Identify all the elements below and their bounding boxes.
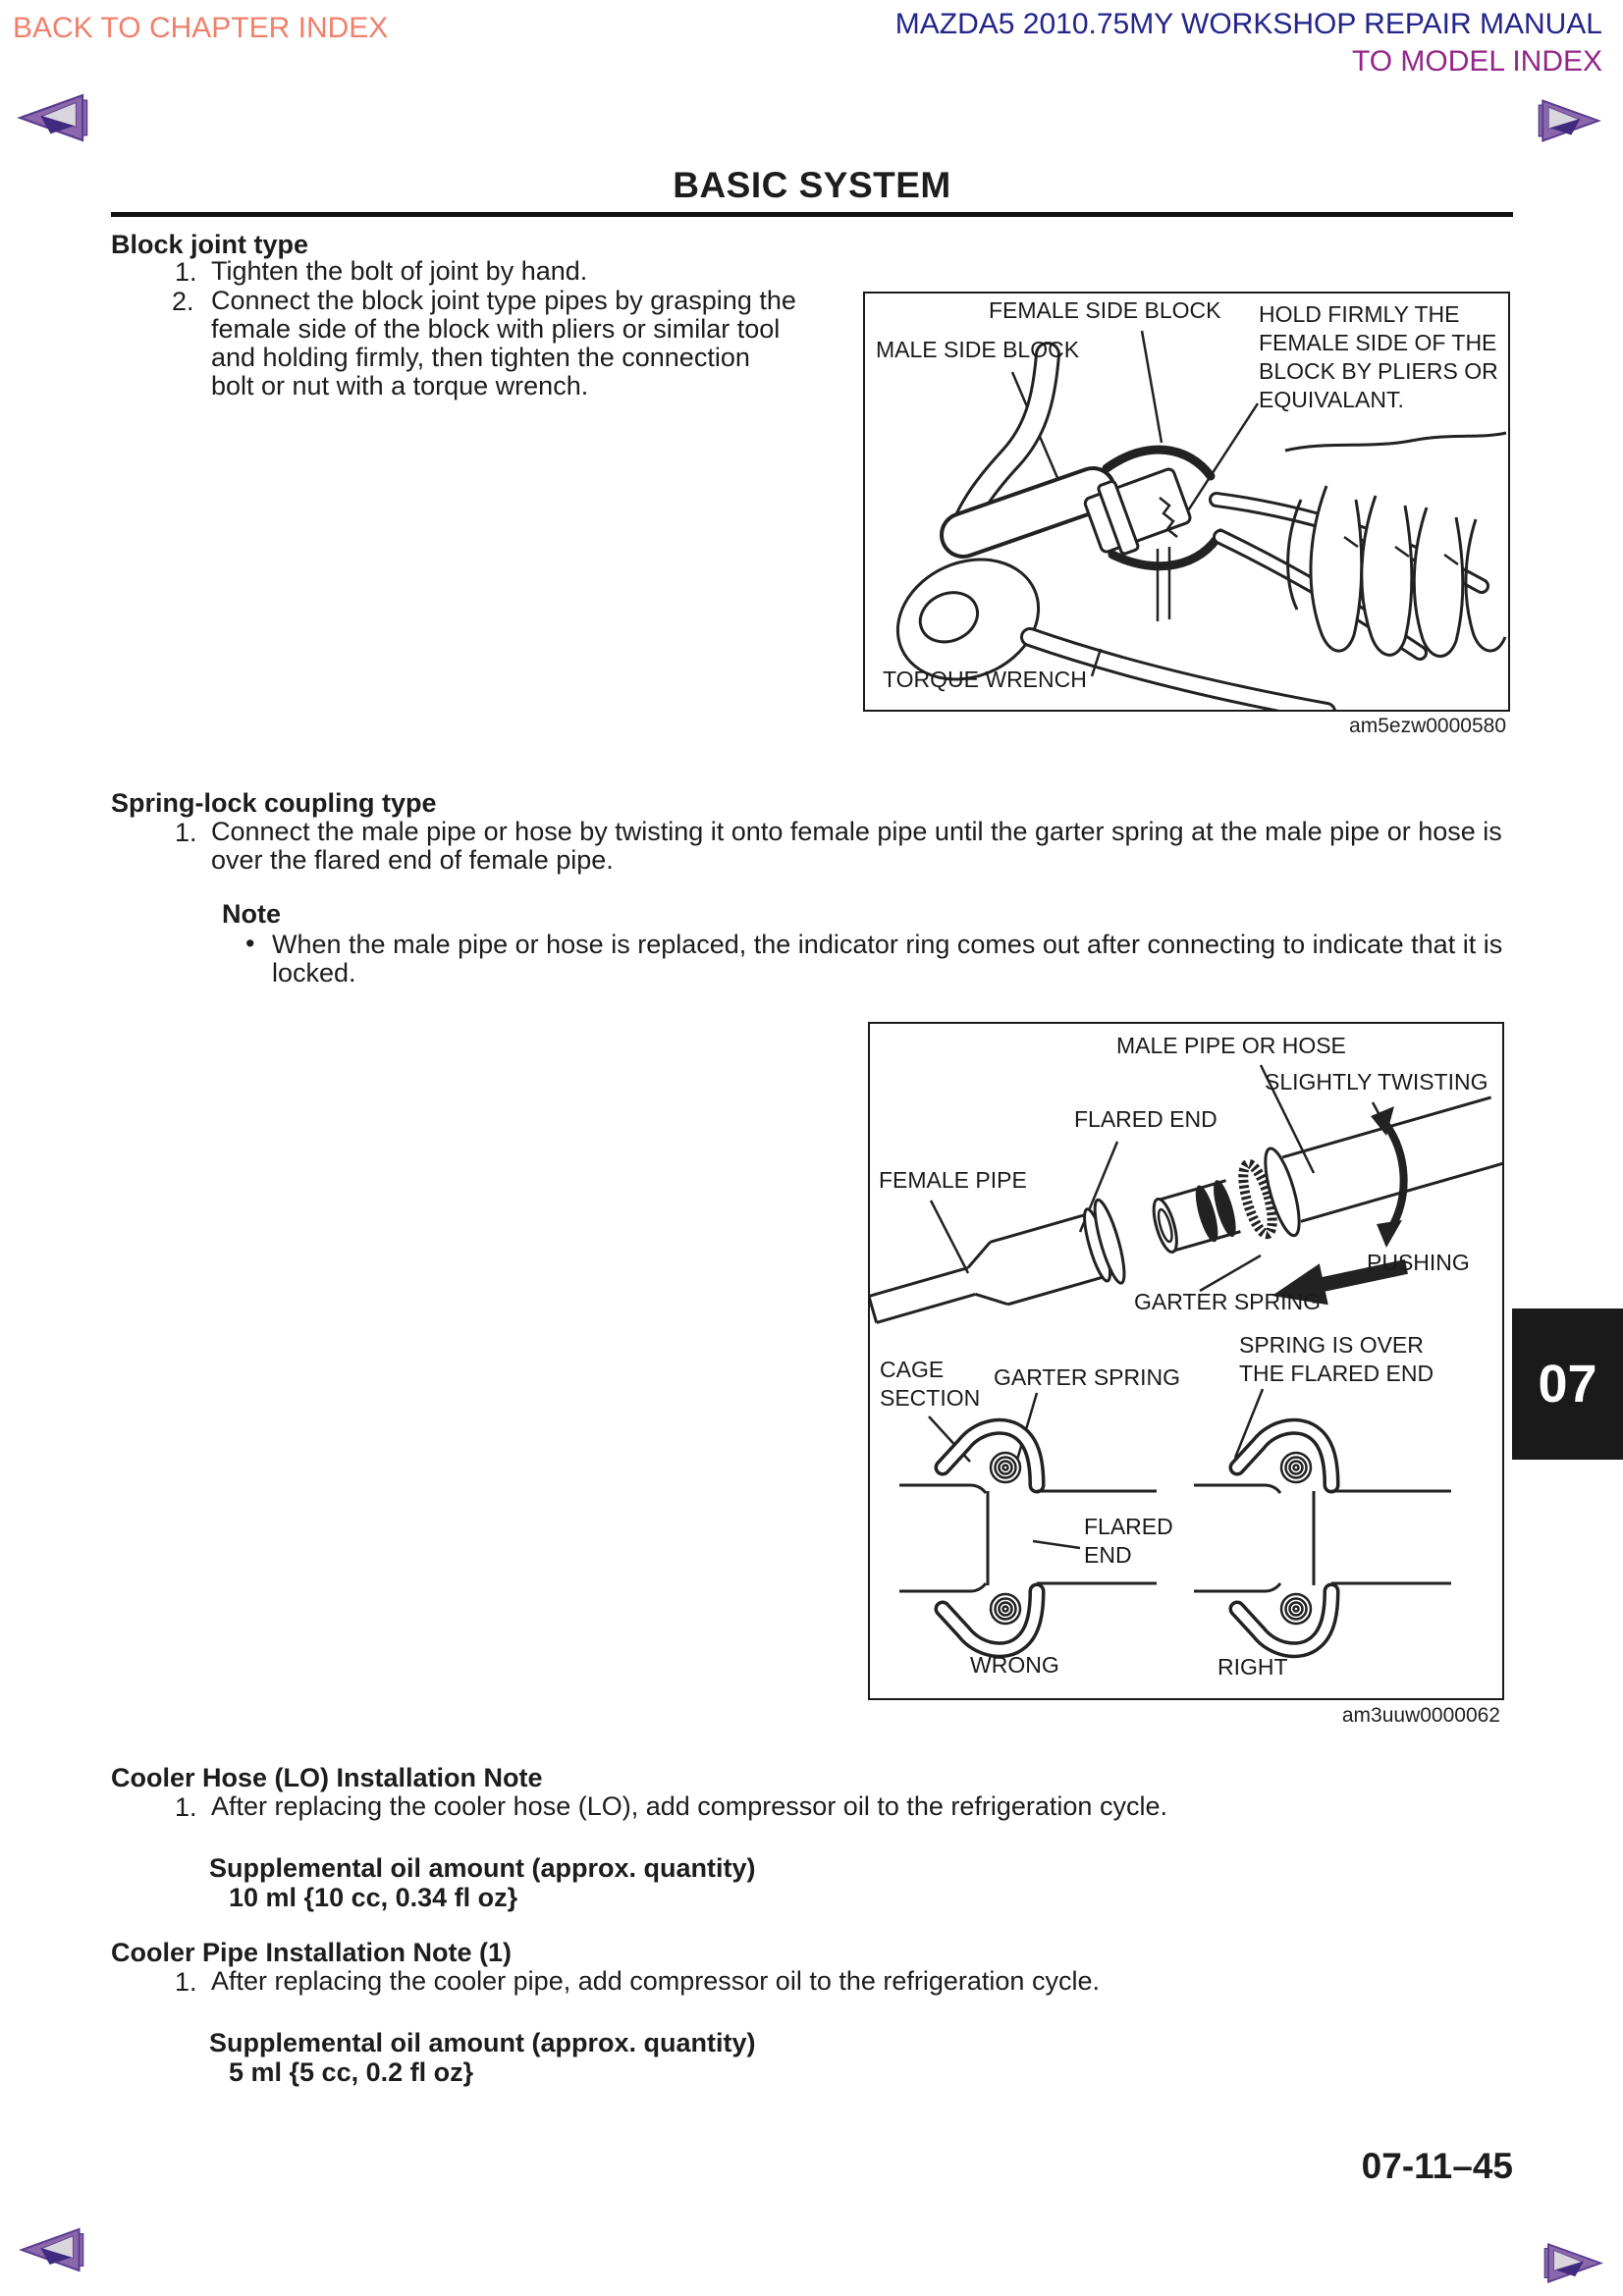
manual-title: MAZDA5 2010.75MY WORKSHOP REPAIR MANUAL (894, 8, 1602, 40)
step-text: Connect the male pipe or hose by twisting it onto female pipe until the garter spring at the male pipe or hose is over the flared end of female pipe. (211, 817, 1502, 875)
label-torque-wrench: TORQUE WRENCH (883, 667, 1087, 692)
label-garter-spring-bottom: GARTER SPRING (994, 1364, 1180, 1390)
label-spring-is-over: SPRING IS OVER THE FLARED END (1239, 1332, 1434, 1386)
nav-arrow-back-icon[interactable] (16, 90, 88, 145)
nav-arrow-prev-page-icon[interactable] (18, 2224, 84, 2275)
spec-value: 10 ml {10 cc, 0.34 fl oz} (229, 1883, 518, 1912)
step-text: After replacing the cooler pipe, add compressor oil to the refrigeration cycle. (211, 1966, 1100, 1996)
section-heading-spring-lock: Spring-lock coupling type (111, 788, 437, 818)
title-divider (111, 212, 1513, 217)
back-to-chapter-index-link[interactable]: BACK TO CHAPTER INDEX (13, 12, 389, 44)
label-cage-section: CAGE SECTION (880, 1357, 981, 1411)
step-number: 1. (175, 1792, 197, 1822)
section-heading-cooler-pipe: Cooler Pipe Installation Note (1) (111, 1938, 513, 1967)
step-text: After replacing the cooler hose (LO), add compressor oil to the refrigeration cycle. (211, 1791, 1167, 1821)
step-number: 1. (175, 1967, 197, 1997)
section-heading-block-joint: Block joint type (111, 230, 309, 259)
label-right: RIGHT (1217, 1654, 1288, 1680)
note-bullet-marker (245, 929, 254, 959)
section-heading-cooler-hose: Cooler Hose (LO) Installation Note (111, 1763, 543, 1792)
figure2-caption: am3uuw0000062 (1341, 1704, 1500, 1727)
page-title: BASIC SYSTEM (673, 165, 951, 205)
label-pushing: PUSHING (1367, 1250, 1470, 1275)
note-text: When the male pipe or hose is replaced, the indicator ring comes out after connecting to indicate that it is locked. (272, 930, 1503, 988)
chapter-tab: 07 (1512, 1308, 1623, 1460)
label-garter-spring-top: GARTER SPRING (1134, 1289, 1321, 1314)
label-slightly-twisting: SLIGHTLY TWISTING (1265, 1069, 1488, 1095)
label-female-side-block: FEMALE SIDE BLOCK (989, 297, 1221, 323)
label-wrong: WRONG (970, 1652, 1059, 1678)
spec-heading: Supplemental oil amount (approx. quantity) (209, 2028, 756, 2057)
label-female-pipe: FEMALE PIPE (879, 1167, 1027, 1193)
step-text: Tighten the bolt of joint by hand. (211, 256, 588, 286)
step-number: 1. (175, 257, 197, 287)
note-heading: Note (222, 899, 281, 929)
label-hold-firmly: HOLD FIRMLY THE FEMALE SIDE OF THE BLOCK BY PLIERS OR EQUIVALANT. (1259, 301, 1498, 412)
figure1-caption: am5ezw0000580 (1349, 715, 1506, 737)
to-model-index-link[interactable]: TO MODEL INDEX (1351, 45, 1602, 78)
step-text: Connect the block joint type pipes by grasping the female side of the block with pliers or similar tool and holding firmly, then tighten the connection bolt or nut with a torque wrench. (211, 286, 796, 400)
label-male-side-block: MALE SIDE BLOCK (876, 337, 1080, 362)
step-number: 1. (175, 818, 197, 847)
spec-value: 5 ml {5 cc, 0.2 fl oz} (229, 2057, 474, 2087)
label-male-pipe-or-hose: MALE PIPE OR HOSE (1116, 1033, 1346, 1058)
page-number: 07-11–45 (1361, 2146, 1513, 2186)
step-number: 2. (172, 287, 194, 316)
nav-arrow-forward-icon[interactable] (1538, 96, 1602, 145)
nav-arrow-next-page-icon[interactable] (1543, 2240, 1604, 2286)
spec-heading: Supplemental oil amount (approx. quantity) (209, 1853, 756, 1883)
label-flared-end-bottom: FLARED END (1084, 1514, 1173, 1568)
label-flared-end-top: FLARED END (1074, 1106, 1217, 1132)
